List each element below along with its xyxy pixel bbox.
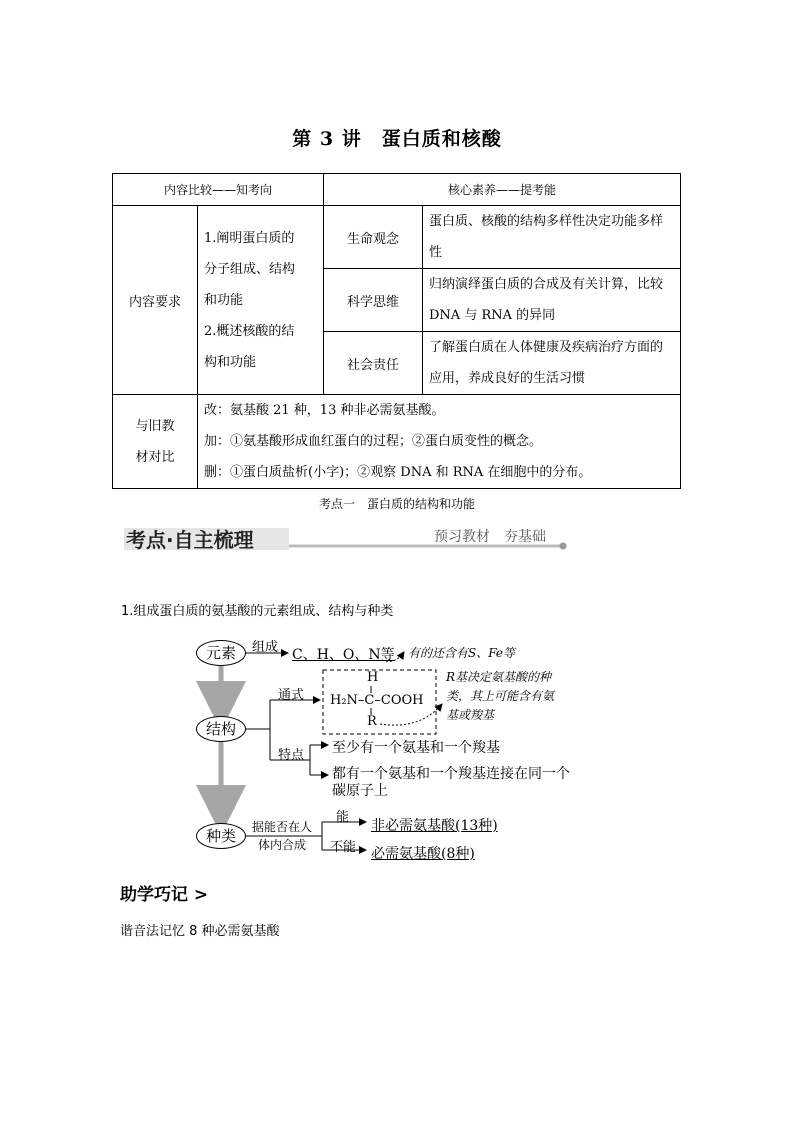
helper-title: 助学巧记 >	[120, 885, 209, 905]
compose-label: 组成	[252, 640, 279, 655]
content-req-label: 内容要求	[113, 206, 198, 395]
literacy-name: 社会责任	[324, 332, 423, 395]
content-req-text: 1.阐明蛋白质的 分子组成、结构 和功能 2.概述核酸的结 构和功能	[198, 206, 324, 395]
feature-2: 都有一个氨基和一个羧基连接在同一个 碳原子上	[332, 766, 570, 799]
nonessential-aa: 非必需氨基酸(13种)	[371, 818, 498, 834]
structure-node: 结构	[196, 716, 246, 742]
elements-note: 有的还含有S、Fe等	[408, 646, 515, 660]
compare-label: 与旧教 材对比	[113, 395, 198, 489]
memo-text: 谐音法记忆 8 种必需氨基酸	[120, 924, 280, 939]
formula-bottom: R	[367, 714, 377, 729]
compare-text: 改：氨基酸 21 种，13 种非必需氨基酸。 加：①氨基酸形成血红蛋白的过程；②蛋白质变性的概念。 删：①蛋白质盐析(小字)；②观察 DNA 和 RNA 在细胞中的分布。	[198, 395, 681, 489]
page-title: 第 3 讲 蛋白质和核酸	[292, 128, 502, 150]
formula-top: H	[367, 670, 379, 685]
kind-node: 种类	[196, 823, 246, 849]
formula-mid: H₂N–C–COOH	[330, 693, 424, 708]
essential-aa: 必需氨基酸(8种)	[371, 846, 475, 862]
literacy-desc: 了解蛋白质在人体健康及疾病治疗方面的 应用，养成良好的生活习惯	[423, 332, 681, 395]
feature-1: 至少有一个氨基和一个羧基	[332, 740, 500, 756]
cannot-label: 不能	[330, 840, 357, 855]
r-note: R基决定氨基酸的种 类，其上可能含有氨 基或羧基	[446, 670, 555, 722]
literacy-desc: 蛋白质、核酸的结构多样性决定功能多样 性	[423, 206, 681, 269]
header-left: 内容比较——知考向	[113, 174, 324, 206]
literacy-name: 生命观念	[324, 206, 423, 269]
literacy-name: 科学思维	[324, 269, 423, 332]
kind-basis: 据能否在人 体内合成	[252, 820, 313, 852]
formula-label: 通式	[278, 688, 305, 703]
banner-right: 预习教材 夯基础	[434, 529, 546, 545]
element-node: 元素	[196, 640, 246, 666]
elements-text: C、H、O、N等	[292, 647, 395, 663]
header-right: 核心素养——提考能	[324, 174, 681, 206]
section-heading: 1.组成蛋白质的氨基酸的元素组成、结构与种类	[121, 604, 394, 619]
literacy-desc: 归纳演绎蛋白质的合成及有关计算，比较 DNA 与 RNA 的异同	[423, 269, 681, 332]
feature-label: 特点	[278, 748, 305, 763]
banner-title: 考点·自主梳理	[126, 528, 254, 552]
can-label: 能	[336, 810, 350, 825]
topic-subtitle: 考点一 蛋白质的结构和功能	[318, 497, 475, 511]
